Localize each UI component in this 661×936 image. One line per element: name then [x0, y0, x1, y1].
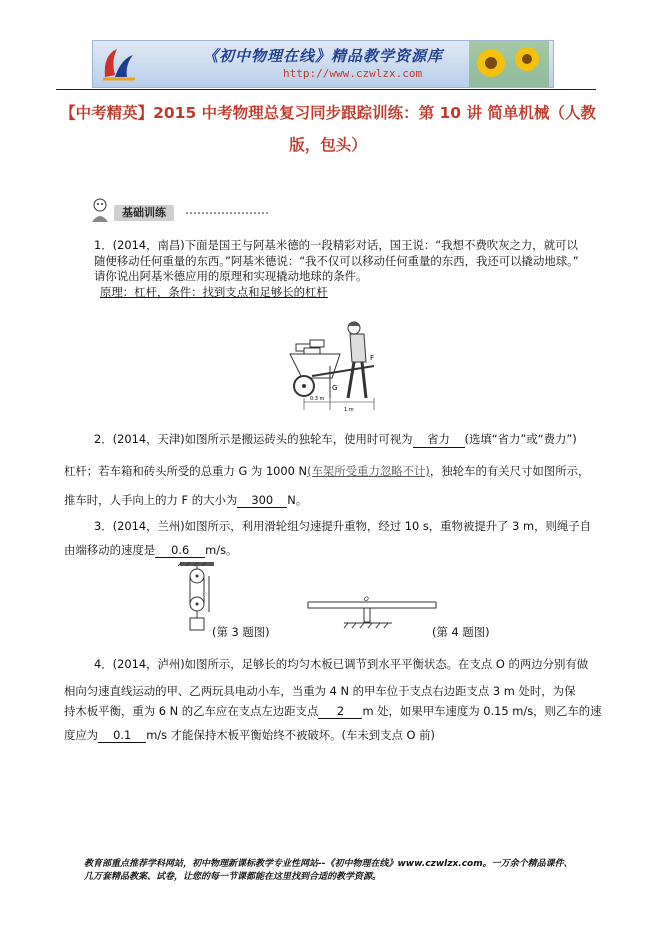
wheelbarrow-figure — [282, 316, 382, 416]
site-logo-icon — [99, 45, 139, 83]
q2-line1-pre: 2．(2014，天津)如图所示是搬运砖头的独轮车，使用时可视为 — [94, 432, 413, 446]
label-g: G — [332, 384, 338, 392]
banner-title: 《初中物理在线》精品教学资源库 — [203, 47, 444, 65]
document-title — [58, 97, 598, 161]
q2-line2-post: ，独轮车的有关尺寸如图所示， — [429, 464, 590, 478]
q2-line2 — [64, 463, 589, 479]
q4-line4-post: m/s 才能保持木板平衡始终不被破坏。(车未到支点 O 前) — [146, 728, 435, 742]
dim-long: 1 m — [344, 407, 354, 413]
section-dotted-line — [186, 212, 268, 214]
label-o: O — [364, 596, 369, 603]
document-title-line1: 【中考精英】2015 中考物理总复习同步跟踪训练：第 10 讲 简单机械（人教 — [60, 104, 596, 122]
q4-line4 — [64, 727, 435, 743]
q1-line1: 1．(2014，南昌)下面是国王与阿基米德的一段精彩对话，国王说：“我想不费吹灰之力，就可以 — [94, 238, 578, 252]
q1-answer: 原理：杠杆，条件：找到支点和足够长的杠杆 — [100, 284, 328, 299]
q4-line3-post: m 处，如果甲车速度为 0.15 m/s，则乙车的速 — [362, 704, 602, 718]
q1-line2: 随便移动任何重量的东西。”阿基米德说：“我不仅可以移动任何重量的东西，我还可以撬动地球。” — [94, 253, 579, 268]
page-footer — [84, 858, 584, 884]
q2-line2-pre: 杠杆；若车箱和砖头所受的总重力 G 为 1000 N — [64, 464, 308, 478]
footer-line1: 教育部重点推荐学科网站，初中物理新课标教学专业性网站--《初中物理在线》www.czwlzx.com。一万余个精品课件、 — [84, 859, 573, 869]
q1-line3: 请你说出阿基米德应用的原理和实现撬动地球的条件。 — [94, 269, 368, 283]
q2-line3-post: N。 — [287, 493, 308, 507]
q3-line2-pre: 由端移动的速度是 — [64, 543, 156, 557]
q2-line3 — [64, 492, 307, 508]
lever-figure — [300, 596, 440, 636]
fig3-caption: (第 3 题图) — [212, 625, 270, 639]
q2-answer-2: 300 — [237, 493, 287, 508]
q3-line1: 3．(2014，兰州)如图所示，利用滑轮组匀速提升重物，经过 10 s，重物被提升了 3 m，则绳子自 — [94, 519, 592, 533]
q4-line4-pre: 度应为 — [64, 728, 99, 742]
q2-answer-1: 省力 — [413, 431, 465, 448]
section-header — [88, 202, 248, 224]
q2-line1-post: (选填“省力”或“费力”) — [464, 432, 577, 446]
section-label: 基础训练 — [114, 205, 174, 221]
student-mascot-icon — [88, 196, 114, 224]
dim-short: 0.3 m — [310, 396, 325, 402]
q3-answer: 0.6 — [155, 543, 205, 558]
header-banner — [92, 40, 554, 88]
q2-line1 — [94, 431, 577, 448]
label-f: F — [370, 354, 375, 362]
q4-answer-2: 0.1 — [98, 728, 146, 743]
fig4-caption: (第 4 题图) — [432, 625, 490, 639]
q4-line2: 相向匀速直线运动的甲、乙两玩具电动小车，当重为 4 N 的甲车位于支点右边距支点 3 m 处时，为保 — [64, 684, 576, 698]
q3-line2-post: m/s。 — [205, 543, 238, 557]
footer-line2: 几万套精品教案、试卷，让您的每一节课都能在这里找到合适的教学资源。 — [84, 872, 382, 882]
question-1 — [94, 238, 584, 300]
q3-line2 — [64, 542, 237, 558]
q4-line3-pre: 持木板平衡，重为 6 N 的乙车应在支点左边距支点 — [64, 704, 319, 718]
header-rule — [56, 89, 596, 90]
sunflower-image — [469, 41, 549, 87]
q4-line1: 4．(2014，泸州)如图所示，足够长的均匀木板已调节到水平平衡状态。在支点 O 的两边分别有做 — [94, 657, 589, 671]
q4-line3 — [64, 703, 602, 719]
document-title-line2: 版，包头） — [289, 136, 367, 154]
q2-line3-pre: 推车时，人手向上的力 F 的大小为 — [64, 493, 238, 507]
banner-url[interactable]: http://www.czwlzx.com — [283, 67, 423, 80]
q2-note: (车架所受重力忽略不计) — [307, 464, 430, 478]
q4-answer-1: 2 — [318, 704, 362, 719]
